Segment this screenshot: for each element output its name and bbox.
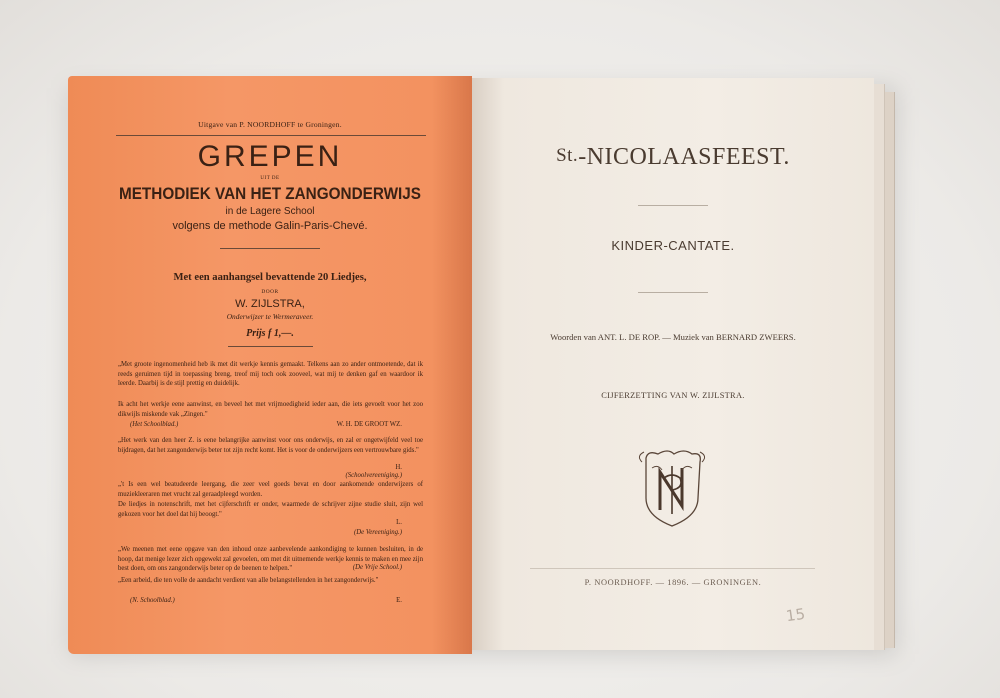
quote-5: „Een arbeid, die ten volle de aandacht verdient van alle belangstellenden in het zangonderwijs." xyxy=(118,577,379,584)
ad-price: Prijs f 1,—. xyxy=(246,328,294,339)
title-st: St. xyxy=(556,145,579,166)
quote-2-signature: H. xyxy=(395,464,402,471)
quote-3: „'t Is een wel beatudeerde leergang, die zeer veel goeds bevat en door aankomende onderwijzers of muziekleeraren met vrucht zal geraadpleegd worden. xyxy=(118,481,423,498)
divider xyxy=(638,292,708,293)
cijferzetting-line: CIJFERZETTING VAN W. ZIJLSTRA. xyxy=(601,391,745,400)
uit-de: UIT DE xyxy=(260,176,280,181)
divider xyxy=(228,346,313,347)
pencil-note: 15 xyxy=(784,604,807,626)
ad-appendix: Met een aanhangsel bevattende 20 Liedjes, xyxy=(173,272,367,283)
quote-4-source: (De Vrije School.) xyxy=(352,564,402,571)
ad-method: volgens de methode Galin-Paris-Chevé. xyxy=(172,220,368,232)
ad-school: in de Lagere School xyxy=(225,206,315,217)
ad-title: GREPEN xyxy=(197,140,343,173)
page-edge xyxy=(884,92,895,648)
publisher-line: Uitgave van P. NOORDHOFF te Groningen. xyxy=(198,120,342,129)
divider xyxy=(116,135,426,136)
page-edge xyxy=(874,84,885,650)
left-page-advertisement xyxy=(68,76,472,654)
imprint-line: P. NOORDHOFF. — 1896. — GRONINGEN. xyxy=(584,578,762,587)
quote-1: „Met groote ingenomenheid heb ik met dit werkje kennis gemaakt. Telkens aan zo ander ontmoetende, dat ik reeds geruimen tijd in toepassing breng, treof mij toch ook zooveel, wat mij te denken gaf en waardoor ik leerde. Daarbij is de stijl prettig en duidelijk. xyxy=(118,361,423,388)
quote-4: „We meenen met eene opgave van den inhoud onze aanbevelende aankondiging te kunnen besluiten, in de hoop, dat menige lezer zich opgewekt zal gevoelen, om met dit uitnemende werkje kennis te maken en mee zijn best doen, om ons zangonderwijs beter op de beenen te helpen." xyxy=(118,546,423,573)
door: DOOR xyxy=(261,289,279,295)
cantata-title xyxy=(472,144,874,171)
divider xyxy=(220,248,320,249)
title-main: -NICOLAASFEEST. xyxy=(578,144,790,170)
divider xyxy=(638,205,708,206)
quote-5-signature: E. xyxy=(396,597,402,604)
quote-3-source: (De Vereeniging.) xyxy=(353,529,402,536)
quote-3-continued: De liedjes in notenschrift, met het cijferschrift er onder, waarmede de schrijver zijne studie sluit, zijn wel gekozen voor het doel dat hij beoogt." xyxy=(118,501,423,518)
quote-3-signature: L. xyxy=(396,519,402,526)
quote-5-source: (N. Schoolblad.) xyxy=(130,597,175,604)
cantata-subtitle: KINDER-CANTATE. xyxy=(611,238,735,253)
publisher-monogram-icon xyxy=(638,448,706,530)
quote-1-continued: Ik acht het werkje eene aanwinst, en beveel het met vrijmoedigheid ieder aan, die iets gevoelt voor het zoo dikwijls miskende vak „Zingen." xyxy=(118,401,423,418)
ad-author: W. ZIJLSTRA, xyxy=(235,298,305,310)
credits-line: Woorden van ANT. L. DE ROP. — Muziek van BERNARD ZWEERS. xyxy=(550,332,796,342)
divider xyxy=(530,568,815,569)
right-title-page xyxy=(472,78,874,650)
author-role: Onderwijzer te Wermeraveer. xyxy=(226,312,314,321)
quote-2: „Het werk van den heer Z. is eene belangrijke aanwinst voor ons onderwijs, en zal er ongetwijfeld veel toe bijdragen, dat het zangonderwijs beter tot zijn recht komt. Het is voor de onderwijzers een vertrouwbare gids." xyxy=(118,437,423,454)
quote-2-source: (Schoolvereeniging.) xyxy=(345,472,402,479)
ad-subtitle: METHODIEK VAN HET ZANGONDERWIJS xyxy=(118,184,422,203)
quote-1-source: (Het Schoolblad.) xyxy=(130,421,179,428)
quote-1-signature: W. H. DE GROOT WZ. xyxy=(336,421,402,428)
